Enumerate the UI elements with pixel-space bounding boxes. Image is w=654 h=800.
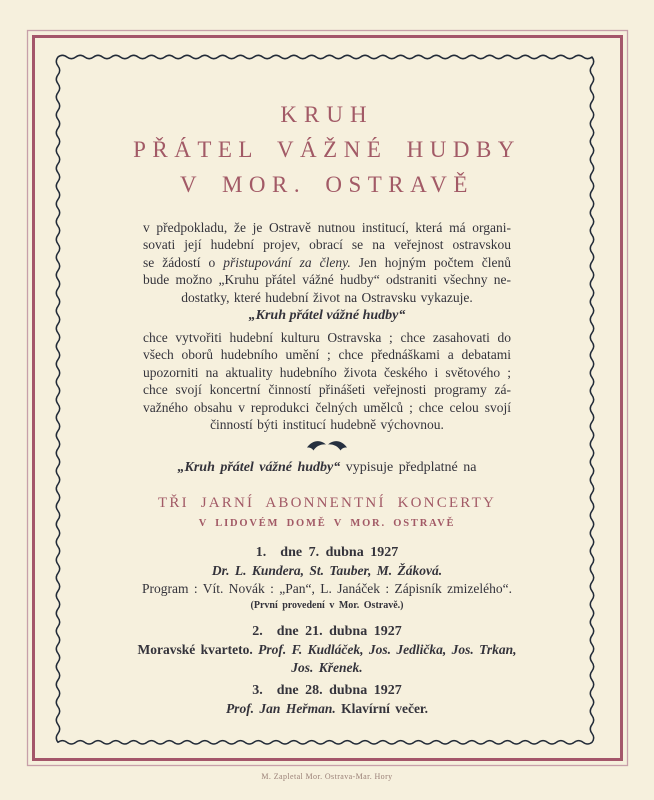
concert-item-2 [0, 623, 654, 677]
series-title: TŘI JARNÍ ABONNENTNÍ KONCERTY [158, 495, 496, 512]
concert-note: (První provedení v Mor. Ostravě.) [250, 600, 404, 612]
concert-number: 3. [252, 683, 263, 699]
manifesto-paragraph [143, 329, 511, 433]
title-line-2: PŘÁTEL VÁŽNÉ HUDBY [133, 137, 521, 162]
society-name-inline: „Kruh přátel vážné hudby“ [177, 460, 341, 476]
manifesto-line: činností býti institucí hudebně výchovnou. [210, 417, 444, 433]
concert-performers [0, 641, 654, 659]
concert-date: dne 28. dubna 1927 [276, 683, 402, 699]
intro-line [143, 254, 511, 271]
intro-line-text: se žádostí o [143, 254, 224, 270]
concert-item-1 [0, 544, 654, 614]
concert-performers-continued: Jos. Křenek. [291, 660, 363, 676]
manifesto-line: chce svojí koncertní činností přinášeti veřejnosti programy zá- [143, 382, 511, 398]
performer-names: Prof. Jan Heřman. [225, 701, 336, 717]
concert-performers: Dr. L. Kundera, St. Tauber, M. Žáková. [211, 563, 443, 579]
page-title [0, 97, 654, 202]
printer-imprint: M. Zapletal Mor. Ostrava-Mar. Hory [261, 772, 393, 781]
intro-line: v předpokladu, že je Ostravě nutnou institucí, která má organi- [143, 220, 511, 235]
concert-date-line [0, 544, 654, 562]
concert-performers [0, 700, 654, 718]
intro-line-text: Jen hojným počtem členů [350, 254, 511, 270]
manifesto-line: važného obsahu v reprodukci čelných umělců ; chce celou svojí [143, 399, 511, 415]
venue-line: V LIDOVÉM DOMĚ V MOR. OSTRAVĚ [198, 518, 456, 530]
manifesto-line: chce vytvořiti hudební kulturu Ostravska ; chce zasahovati do [143, 330, 511, 346]
concert-date: dne 7. dubna 1927 [280, 545, 399, 561]
title-line-3: V MOR. OSTRAVĚ [180, 172, 474, 197]
manifesto-line: upozorniti na aktuality hudebního života českého i světového ; [143, 364, 511, 380]
concert-number: 2. [252, 624, 263, 640]
manifesto-line: všech oborů hudebního umění ; chce přednáškami a debatami [143, 347, 511, 363]
concert-date-line [0, 623, 654, 641]
ensemble-name: Moravské kvarteto. [137, 642, 259, 658]
intro-paragraph [143, 219, 511, 306]
concert-date: dne 21. dubna 1927 [276, 624, 402, 640]
intro-line: sovati její hudební projev, obrací se na veřejnost ostravskou [143, 237, 511, 253]
subscription-line [0, 459, 654, 477]
society-name: „Kruh přátel vážné hudby“ [248, 308, 406, 324]
performer-names: Prof. F. Kudláček, Jos. Jedlička, Jos. Trkan, [258, 642, 517, 658]
intro-line: bude možno „Kruhu přátel vážné hudby“ odstraniti všechny ne- [143, 272, 511, 288]
intro-line-emphasis: přistupování za členy. [223, 254, 351, 270]
concert-date-line [0, 682, 654, 700]
concert-program: Program : Vít. Novák : „Pan“, L. Janáček : Zápisník zmizelého“. [142, 581, 512, 597]
title-line-1: KRUH [280, 102, 374, 127]
open-book-ornament-icon [0, 438, 654, 452]
concert-program: Klavírní večer. [335, 701, 429, 717]
concert-item-3 [0, 682, 654, 718]
intro-line: dostatky, které hudební život na Ostravsku vykazuje. [181, 289, 473, 305]
subscription-text: vypisuje předplatné na [340, 460, 477, 476]
concert-number: 1. [255, 545, 267, 561]
